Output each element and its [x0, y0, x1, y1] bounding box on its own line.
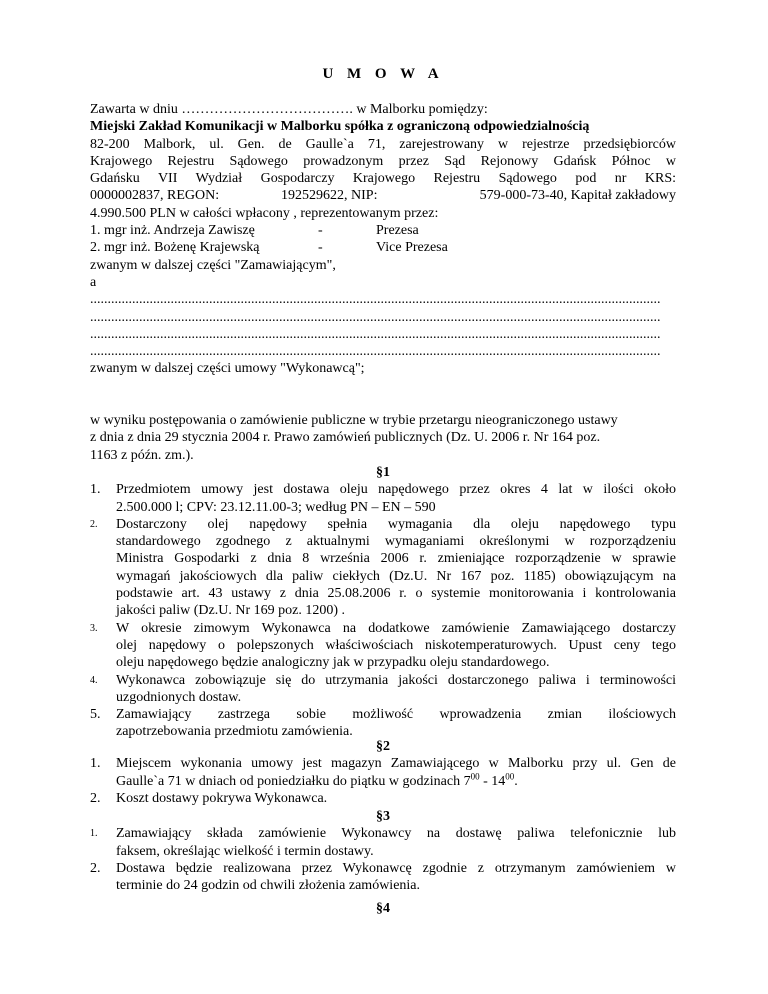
- company-court-line: Gdańsku VII Wydział Gospodarczy Krajowego Rejestru Sądowego pod nr KRS:: [90, 171, 676, 187]
- company-register-line: Krajowego Rejestru Sądowego prowadzonym przez Sąd Rejonowy Gdańsk Północ w: [90, 153, 676, 169]
- s1-point-5: [90, 706, 676, 741]
- procedure-line-2: z dnia z dnia 29 stycznia 2004 r. Prawo zamówień publicznych (Dz. U. 2006 r. Nr 164 poz.: [90, 430, 601, 446]
- text-line: Zamawiający zastrzega sobie możliwość wprowadzenia zmian ilościowych: [116, 707, 676, 723]
- rep2-role: Vice Prezesa: [376, 240, 448, 256]
- text-line: podstawie art. 43 ustawy z dnia 25.08.2006 r. o systemie monitorowania i kontrolowania: [116, 586, 676, 602]
- text-line: wymagań jakościowych dla paliw ciekłych (Dz.U. Nr 167 poz. 1185) obowiązującym na: [116, 568, 676, 584]
- section-3-heading: §3: [376, 809, 390, 824]
- and-word: a: [90, 274, 97, 290]
- text-line: jakości paliw (Dz.U. Nr 169 poz. 1200) .: [116, 603, 346, 619]
- procedure-line-1: w wyniku postępowania o zamówienie publiczne w trybie przetargu nieograniczonego ustawy: [90, 413, 618, 428]
- krs-regon: 0000002837, REGON:: [90, 188, 220, 204]
- point-number: 1.: [90, 482, 101, 498]
- procedure-line-3: 1163 z późn. zm.).: [90, 447, 194, 463]
- contractor-dots-4: ...................................................................................................................................................................: [90, 344, 661, 360]
- rep1-dash: -: [318, 223, 323, 239]
- text-line: Dostawa będzie realizowana przez Wykonawcę zgodnie z otrzymanym zamówieniem w: [116, 860, 676, 876]
- hours-end: .: [514, 773, 518, 789]
- point-number: 2.: [90, 518, 98, 530]
- document-title: U M O W A: [322, 66, 444, 82]
- text-line: Ministra Gospodarki z dnia 8 września 2006 r. zmieniające rozporządzenie w sprawie: [116, 551, 676, 567]
- contractor-dots-2: ...................................................................................................................................................................: [90, 309, 661, 325]
- company-name: Miejski Zakład Komunikacji w Malborku spółka z ograniczoną odpowiedzialnością: [90, 119, 590, 135]
- text-line: zapotrzebowania przedmiotu zamówienia.: [116, 724, 353, 740]
- point-number: 2.: [90, 860, 101, 876]
- text-line: olej napędowy o polepszonych właściwościach niskotemperaturowych. Upust ceny tego: [116, 637, 676, 653]
- section-2-heading: §2: [376, 739, 390, 754]
- text-line: oleju napędowego będzie analogiczny jak w przypadku oleju standardowego.: [116, 655, 550, 671]
- s1-point-1: [90, 481, 676, 516]
- text-line: uzgodnionych dostaw.: [116, 689, 242, 705]
- nip-capital: 579-000-73-40, Kapitał zakładowy: [479, 188, 676, 204]
- hours-line: [116, 770, 676, 790]
- contractor-dots-3: ...................................................................................................................................................................: [90, 326, 661, 342]
- section-1: [90, 464, 676, 741]
- rep1-role: Prezesa: [376, 223, 419, 239]
- point-number: 1.: [90, 756, 101, 772]
- text-line: Dostarczony olej napędowy spełnia wymagania dla oleju napędowego typu: [116, 516, 676, 532]
- parties-section: [90, 101, 676, 378]
- contractor-label: zwanym w dalszej części umowy "Wykonawcą";: [90, 361, 365, 377]
- representative-2: [90, 239, 676, 256]
- s3-point-1: [90, 825, 676, 860]
- capital-line: 4.990.500 PLN w całości wpłacony , reprezentowanym przez:: [90, 205, 439, 221]
- contractor-dots-1: ...................................................................................................................................................................: [90, 292, 661, 308]
- hours-start-sup: 00: [470, 770, 480, 781]
- point-number: 3.: [90, 622, 98, 634]
- section-2: [90, 738, 676, 807]
- s2-point-2: [90, 790, 676, 807]
- section-4: [90, 900, 676, 917]
- text-line: terminie do 24 godzin od chwili złożenia zamówienia.: [116, 878, 421, 894]
- s3-point-2: [90, 860, 676, 895]
- point-number: 2.: [90, 790, 101, 806]
- point-number: 5.: [90, 707, 101, 723]
- text-line: standardowego zgodnego z aktualnymi wymaganiami określonymi w rozporządzeniu: [116, 534, 676, 550]
- company-ids-line: [90, 187, 676, 204]
- text-line: Koszt dostawy pokrywa Wykonawca.: [116, 790, 328, 806]
- procedure-section: [90, 412, 676, 464]
- rep2-name: 2. mgr inż. Bożenę Krajewską: [90, 240, 260, 256]
- rep2-dash: -: [318, 240, 323, 256]
- representative-1: [90, 222, 676, 239]
- text-line: W okresie zimowym Wykonawca na dodatkowe zamówienie Zamawiającego dostarczy: [116, 620, 676, 636]
- s1-point-2: [90, 516, 676, 620]
- text-line: faksem, określając wielkość i termin dostawy.: [116, 843, 374, 859]
- text-line: Przedmiotem umowy jest dostawa oleju napędowego przez okres 4 lat w ilości około: [116, 482, 676, 498]
- s1-point-4: [90, 672, 676, 707]
- section-3: [90, 808, 676, 894]
- section-1-heading: §1: [376, 465, 390, 480]
- text-line: 2.500.000 l; CPV: 23.12.11.00-3; według PN – EN – 590: [116, 499, 436, 515]
- point-number: 4.: [90, 674, 98, 686]
- company-address-line: 82-200 Malbork, ul. Gen. de Gaulle`a 71, zarejestrowany w rejestrze przedsiębiorców: [90, 136, 676, 152]
- text-line: Wykonawca zobowiązuje się do utrzymania jakości dostarczonego paliwa i terminowości: [116, 672, 676, 688]
- text-line: Miejscem wykonania umowy jest magazyn Zamawiającego w Malborku przy ul. Gen de: [116, 756, 676, 772]
- hours-mid: - 14: [479, 773, 506, 789]
- section-4-heading: §4: [376, 901, 390, 916]
- regon-nip: 192529622, NIP:: [281, 188, 378, 204]
- s2-point-1: [90, 755, 676, 790]
- client-label: zwanym w dalszej części "Zamawiającym",: [90, 257, 336, 273]
- hours-text: Gaulle`a 71 w dniach od poniedziałku do piątku w godzinach 7: [116, 773, 471, 789]
- concluded-line: Zawarta w dniu ………………………………. w Malborku pomiędzy:: [90, 102, 488, 117]
- rep1-name: 1. mgr inż. Andrzeja Zawiszę: [90, 223, 255, 239]
- text-line: Zamawiający składa zamówienie Wykonawcy na dostawę paliwa telefonicznie lub: [116, 826, 676, 842]
- hours-end-sup: 00: [505, 770, 515, 781]
- point-number: 1.: [90, 828, 98, 840]
- s1-point-3: [90, 620, 676, 672]
